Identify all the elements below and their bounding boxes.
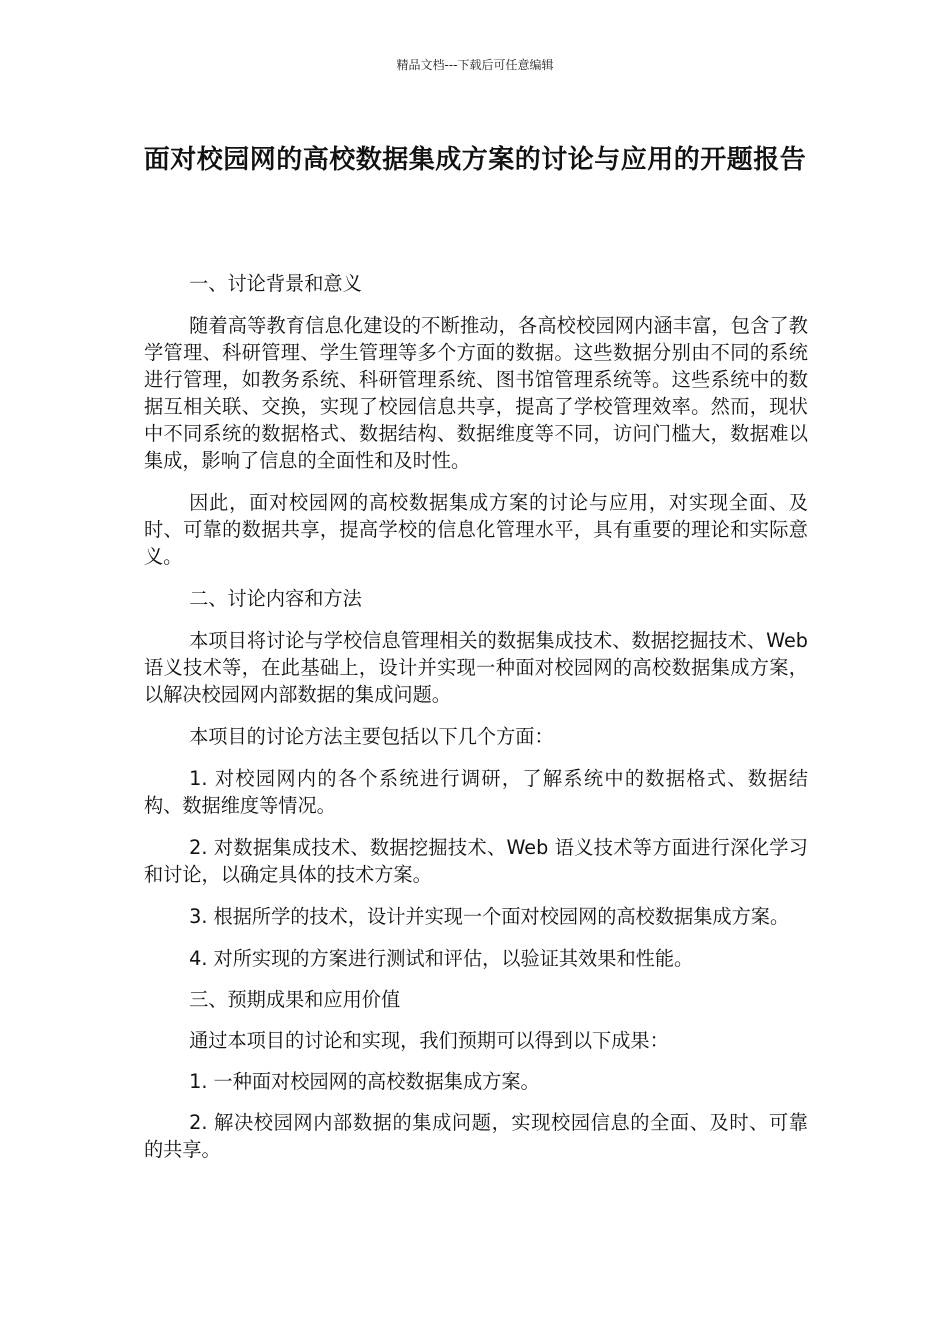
section-heading-background: 一、讨论背景和意义 (189, 272, 362, 295)
section-heading-outcomes: 三、预期成果和应用价值 (189, 988, 401, 1011)
method-item-1: 1. 对校园网内的各个系统进行调研，了解系统中的数据格式、数据结构、数据维度等情况。 (144, 767, 808, 817)
paragraph-background: 随着高等教育信息化建设的不断推动，各高校校园网内涵丰富，包含了教学管理、科研管理、学生管理等多个方面的数据。这些数据分别由不同的系统进行管理，如教务系统、科研管理系统、图书馆管理系统等。这些系统中的数据互相关联、交换，实现了校园信息共享，提高了学校管理效率。然而，现状中不同系统的数据格式、数据结构、数据维度等不同，访问门槛大，数据难以集成，影响了信息的全面性和及时性。 (144, 314, 808, 472)
outcome-item-2: 2. 解决校园网内部数据的集成问题，实现校园信息的全面、及时、可靠的共享。 (144, 1111, 808, 1161)
method-item-4: 4. 对所实现的方案进行测试和评估，以验证其效果和性能。 (189, 947, 694, 970)
method-item-2: 2. 对数据集成技术、数据挖掘技术、Web 语义技术等方面进行深化学习和讨论，以确定具体的技术方案。 (144, 836, 808, 886)
header-note: 精品文档---下载后可任意编辑 (396, 58, 554, 72)
paragraph-content: 本项目将讨论与学校信息管理相关的数据集成技术、数据挖掘技术、Web 语义技术等，在此基础上，设计并实现一种面对校园网的高校数据集成方案，以解决校园网内部数据的集成问题。 (144, 629, 808, 706)
section-heading-content-methods: 二、讨论内容和方法 (189, 587, 362, 610)
document-title: 面对校园网的高校数据集成方案的讨论与应用的开题报告 (143, 145, 807, 175)
paragraph-methods-intro: 本项目的讨论方法主要包括以下几个方面： (189, 725, 554, 748)
method-item-3: 3. 根据所学的技术，设计并实现一个面对校园网的高校数据集成方案。 (189, 905, 790, 928)
paragraph-outcomes-intro: 通过本项目的讨论和实现，我们预期可以得到以下成果： (189, 1029, 669, 1052)
document-body (144, 270, 808, 1177)
paragraph-significance: 因此，面对校园网的高校数据集成方案的讨论与应用，对实现全面、及时、可靠的数据共享，提高学校的信息化管理水平，具有重要的理论和实际意义。 (144, 491, 808, 568)
outcome-item-1: 1. 一种面对校园网的高校数据集成方案。 (189, 1070, 540, 1093)
